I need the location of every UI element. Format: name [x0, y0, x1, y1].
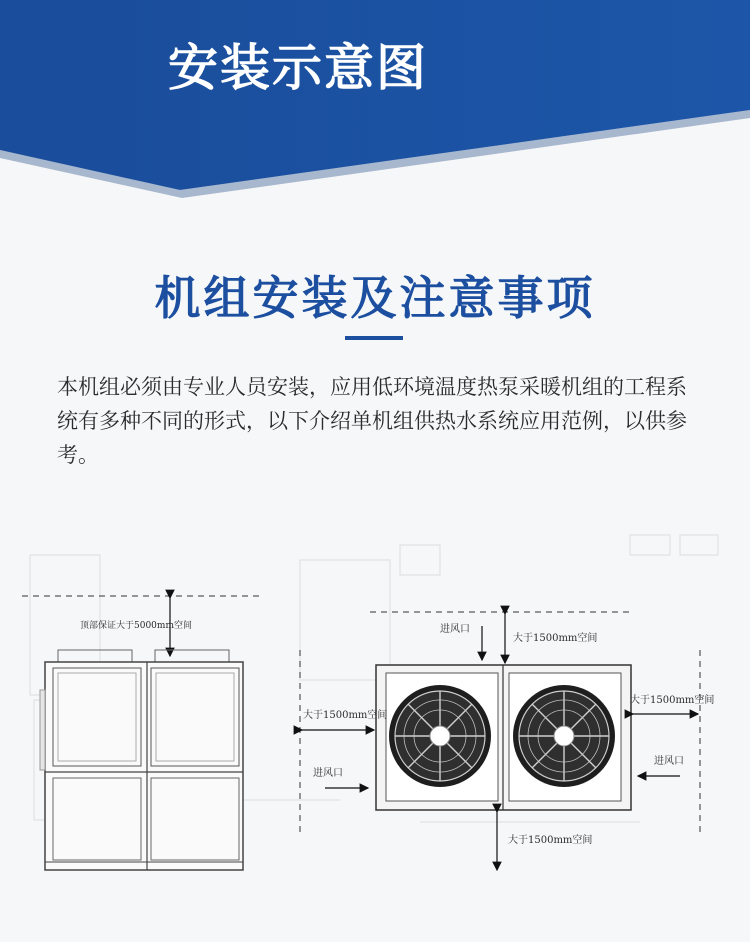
installation-diagram: [0, 530, 750, 942]
side-top-clearance-label: 顶部保证大于5000mm空间: [80, 621, 192, 631]
section-title: 机组安装及注意事项: [154, 271, 596, 325]
banner-title: 安装示意图: [168, 39, 428, 97]
left-inlet-label: 进风口: [313, 768, 343, 779]
right-clearance-label: 大于1500mm空间: [630, 695, 715, 706]
side-view: [22, 596, 262, 870]
bottom-clearance-label: 大于1500mm空间: [508, 835, 593, 846]
top-inlet-label: 进风口: [440, 624, 470, 635]
intro-paragraph: 本机组必须由专业人员安装，应用低环境温度热泵采暖机组的工程系统有多种不同的形式，以下介绍单机组供热水系统应用范例，以供参考。: [57, 375, 687, 467]
title-underline: [345, 336, 403, 340]
fan-right-icon: [513, 685, 615, 787]
right-inlet-label: 进风口: [654, 756, 684, 767]
left-clearance-label: 大于1500mm空间: [303, 710, 388, 721]
fan-left-icon: [389, 685, 491, 787]
top-clearance-label: 大于1500mm空间: [513, 633, 598, 644]
top-view: [300, 612, 714, 870]
